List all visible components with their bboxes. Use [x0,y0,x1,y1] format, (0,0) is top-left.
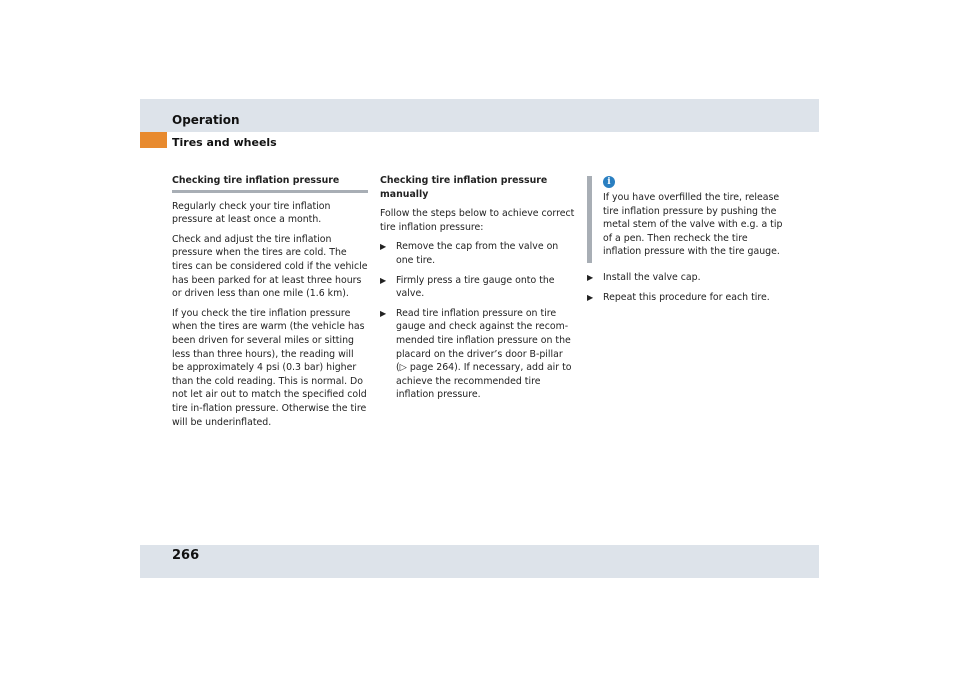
step-text: Read tire inflation pressure on tire gauge and check against the recom-mended tire inflation pressure on the placard on the driver’s door B-pillar (▷ page 264). If necessary, add air to achieve the recommended tire inflation pressure. [396,307,572,401]
arrow-right-icon: ▶ [587,272,594,282]
paragraph: Regularly check your tire inflation pressure at least once a month. [172,200,331,226]
column-2 [380,174,576,408]
arrow-right-icon: ▶ [587,292,594,302]
step-item [380,307,576,402]
info-icon: i [603,176,615,188]
page-number: 266 [172,548,200,563]
step-list [380,240,576,402]
column-3 [587,174,787,310]
section-title: Operation [172,113,240,127]
paragraph: Check and adjust the tire inflation pressure when the tires are cold. The tires can be considered cold if the vehicle has been parked for at least three hours or driven less than one mile (1.6 km). [172,233,368,300]
step-text: Repeat this procedure for each tire. [603,291,770,303]
step-list [587,271,787,304]
subsection-title: Tires and wheels [172,136,277,149]
step-text: Install the valve cap. [603,271,701,283]
step-item [380,274,576,301]
step-item [587,291,787,305]
column-1 [172,174,368,435]
step-item [587,271,787,285]
info-note [587,176,787,259]
step-text: Firmly press a tire gauge onto the valve. [396,274,555,300]
step-item [380,240,576,267]
step-text: Remove the cap from the valve on one tire. [396,241,559,266]
arrow-right-icon: ▶ [380,308,387,318]
paragraph: If you check the tire inflation pressure when the tires are warm (the vehicle has been driven for several miles or sitting less than three hours), the reading will be approximately 4 psi (0.3 bar) higher than the cold reading. This is normal. Do not let air out to match the specified cold tire in-flation pressure. Otherwise the tire will be underinflated. [172,307,367,428]
intro-text: Follow the steps below to achieve correct tire inflation pressure: [380,208,575,233]
header-band [140,99,819,132]
footer-band [140,545,819,578]
info-bar [587,176,592,263]
arrow-right-icon: ▶ [380,242,387,252]
inflation-pressure-heading: Checking tire inflation pressure [172,174,368,193]
section-marker [140,132,167,148]
manual-check-heading: Checking tire inflation pressure manually [380,175,548,200]
info-text: If you have overfilled the tire, release tire inflation pressure by pushing the metal stem of the valve with e.g. a tip of a pen. Then recheck the tire inflation pressure with the tire gauge. [603,192,783,258]
arrow-right-icon: ▶ [380,275,387,285]
